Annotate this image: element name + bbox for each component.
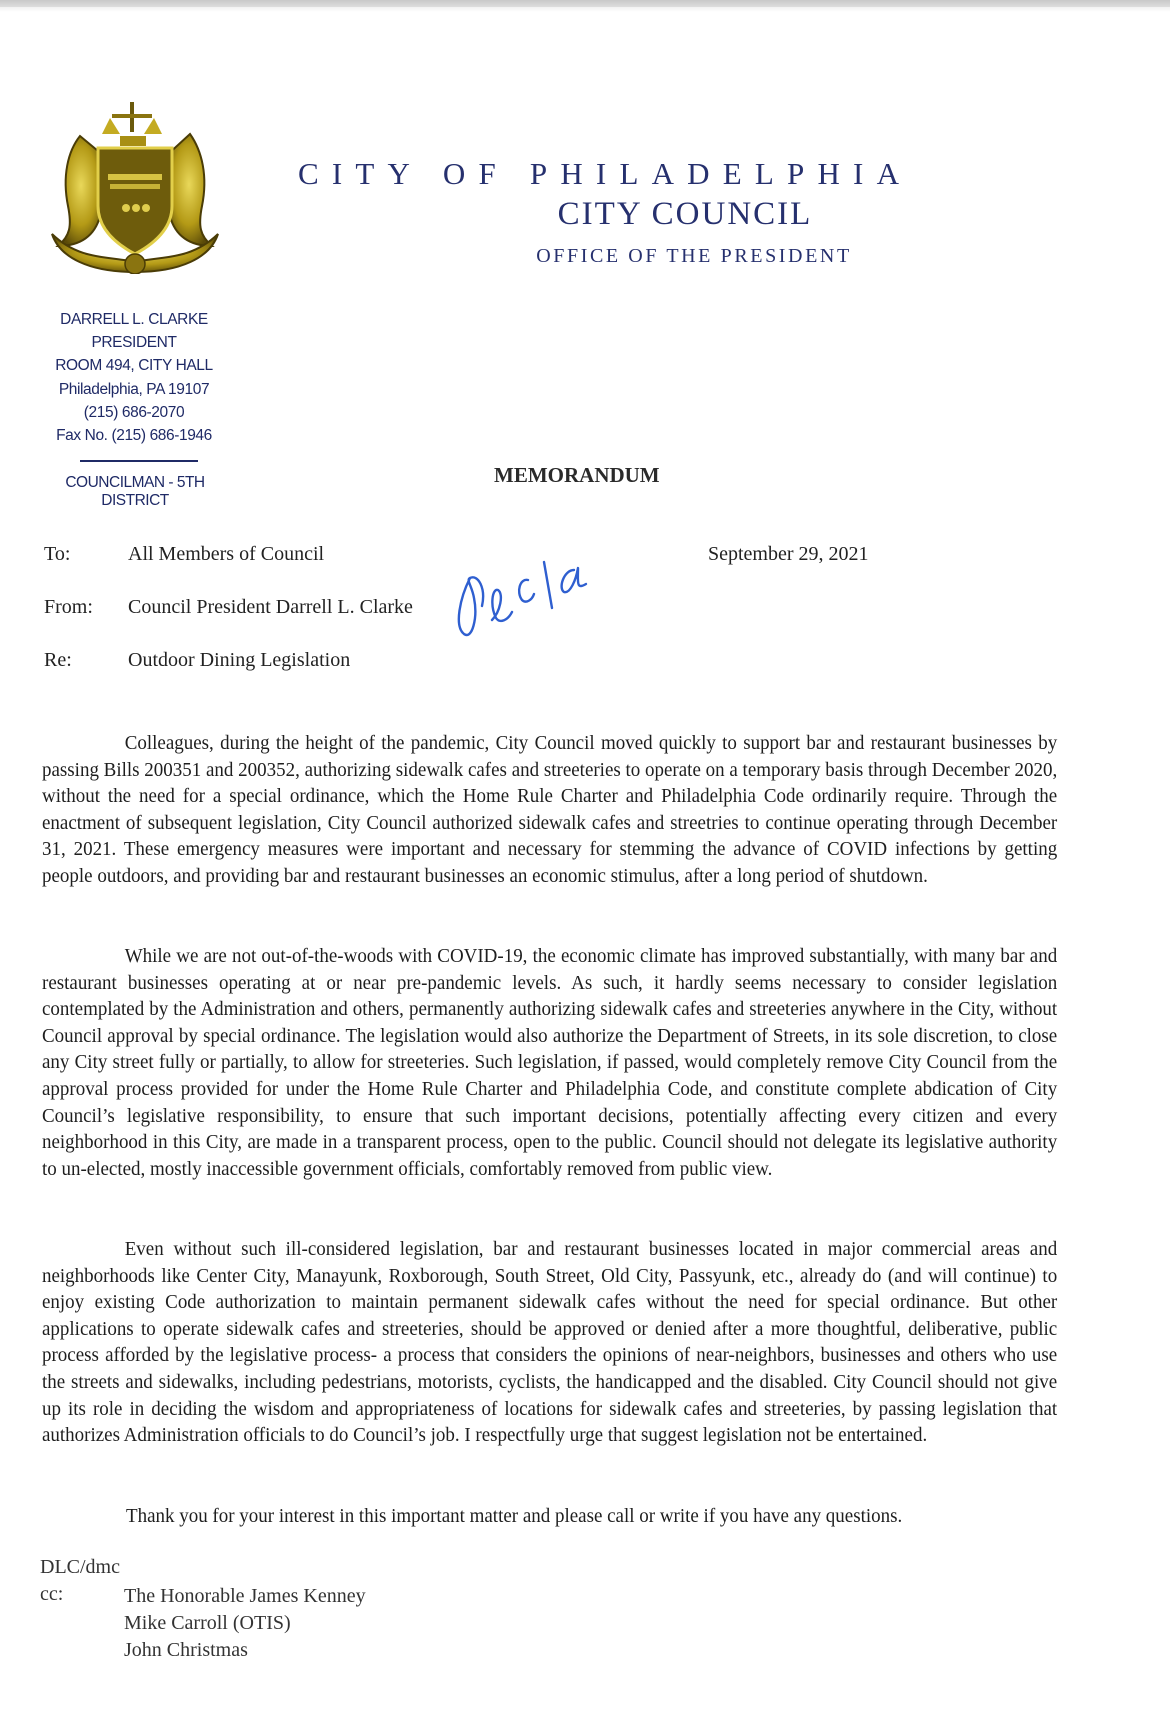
re-label: Re: <box>44 649 72 671</box>
letterhead-city: CITY OF PHILADELPHIA <box>298 156 913 191</box>
from-value: Council President Darrell L. Clarke <box>128 596 413 618</box>
typist-initials: DLC/dmc <box>40 1556 120 1578</box>
sender-block <box>30 308 238 447</box>
cc-recipient: Mike Carroll (OTIS) <box>124 1612 291 1634</box>
cc-label: cc: <box>40 1583 64 1605</box>
memo-date: September 29, 2021 <box>708 543 869 565</box>
memo-title: MEMORANDUM <box>494 463 660 487</box>
paragraph-text: While we are not out-of-the-woods with COVID-19, the economic climate has improved substantially, with many bar and restaurant businesses operating at or near pre-pandemic levels. As such, it hardly seems necessary to consider legislation contemplated by the Administration and others, permanently authorizing sidewalk cafes and streeteries anywhere in the City, without Council approval by special ordinance. The legislation would also authorize the Department of Streets, in its sole discretion, to close any City street fully or partially, to allow for streeteries. Such legislation, if passed, would completely remove City Council from the approval process provided for under the Home Rule Charter and Philadelphia Code, and constitute complete abdication of City Council’s legislative responsibility, to ensure that such important decisions, potentially affecting every citizen and every neighborhood in this City, are made in a transparent process, open to the public. Council should not delegate its legislative authority to un-elected, mostly inaccessible government officials, comfortably removed from public view. <box>42 945 1058 1180</box>
body-paragraph-1 <box>42 730 1057 890</box>
closing-sentence: Thank you for your interest in this important matter and please call or write if you have any questions. <box>126 1505 903 1527</box>
top-bar-shadow <box>0 7 1170 12</box>
sender-phone: (215) 686-2070 <box>83 403 185 421</box>
sender-title: PRESIDENT <box>91 334 177 352</box>
paragraph-text: Colleagues, during the height of the pandemic, City Council moved quickly to support bar and restaurant businesses by passing Bills 200351 and 200352, authorizing sidewalk cafes and streeteries to operate on a temporary basis through December 2020, without the need for a special ordinance, which the Home Rule Charter and Philadelphia Code ordinarily require. Through the enactment of subsequent legislation, City Council authorized sidewalk cafes and streetries to continue operating through December 31, 2021. These emergency measures were important and necessary for stemming the advance of COVID infections by getting people outdoors, and providing bar and restaurant businesses an economic stimulus, after a long period of shutdown. <box>42 732 1058 887</box>
body-paragraph-2 <box>42 943 1057 1182</box>
handwritten-initials-icon <box>452 548 592 644</box>
cc-list <box>124 1583 366 1664</box>
letterhead-council: CITY COUNCIL <box>557 196 813 232</box>
body-paragraph-3 <box>42 1236 1057 1449</box>
to-value: All Members of Council <box>128 543 325 565</box>
from-label: From: <box>44 596 93 618</box>
sender-district: COUNCILMAN - 5TH DISTRICT <box>65 474 205 509</box>
cc-recipient: John Christmas <box>124 1639 248 1661</box>
window-top-bar <box>0 0 1170 7</box>
sender-room: ROOM 494, CITY HALL <box>55 357 213 375</box>
letterhead-office: OFFICE OF THE PRESIDENT <box>536 245 852 267</box>
sender-city: Philadelphia, PA 19107 <box>58 380 210 398</box>
sender-name: DARRELL L. CLARKE <box>60 311 208 328</box>
cc-recipient: The Honorable James Kenney <box>124 1585 366 1607</box>
sender-divider <box>80 460 198 462</box>
sender-fax: Fax No. (215) 686-1946 <box>56 427 212 445</box>
paragraph-text: Even without such ill-considered legislation, bar and restaurant businesses located in major commercial areas and neighborhoods like Center City, Manayunk, Roxborough, South Street, Old City, Passyunk, etc., already do (and will continue) to enjoy existing Code authorization to maintain permanent sidewalk cafes without the need for special ordinance. But other applications to operate sidewalk cafes and streeteries, should be approved or denied after a more thoughtful, deliberative, public process afforded by the legislative process- a process that considers the opinions of near-neighbors, businesses and others who use the streets and sidewalks, including pedestrians, motorists, cyclists, the handicapped and the disabled. City Council should not give up its role in deciding the wisdom and appropriateness of locations for sidewalk cafes and streeteries, by passing legislation that authorizes Administration officials to do Council’s job. I respectfully urge that suggest legislation not be entertained. <box>42 1238 1058 1447</box>
re-value: Outdoor Dining Legislation <box>128 649 351 671</box>
to-label: To: <box>44 543 71 565</box>
